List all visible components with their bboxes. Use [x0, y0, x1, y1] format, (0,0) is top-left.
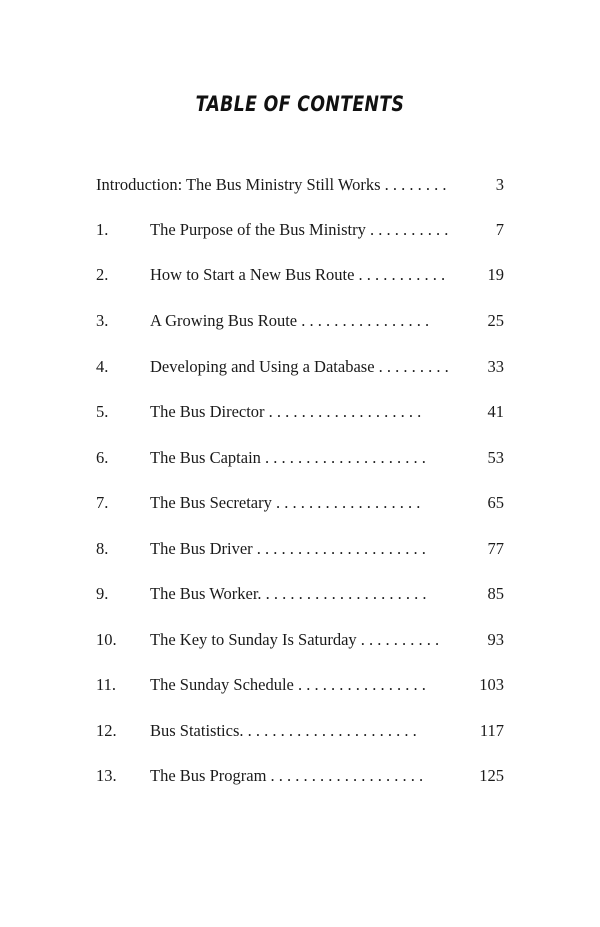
toc-entry-chapter-11 — [96, 673, 504, 697]
toc-entry-number: 5. — [96, 402, 109, 421]
toc-entry-number: 7. — [96, 493, 109, 512]
toc-entry-number: 8. — [96, 539, 109, 558]
toc-entry-title: A Growing Bus Route . . . . . . . . . . . . . . . . — [150, 311, 430, 330]
toc-entry-page: 85 — [487, 584, 504, 603]
toc-entry-page: 19 — [487, 265, 504, 284]
toc-entry-chapter-10 — [96, 628, 504, 652]
toc-entry-title: The Sunday Schedule . . . . . . . . . . . . . . . . — [150, 675, 426, 694]
toc-entry-number: 3. — [96, 311, 109, 330]
toc-entry-number: 4. — [96, 357, 109, 376]
toc-entry-introduction — [96, 173, 504, 197]
toc-entry-chapter-5 — [96, 400, 504, 424]
toc-entry-title: Bus Statistics. . . . . . . . . . . . . . . . . . . . . . — [150, 721, 417, 740]
toc-entry-title: Introduction: The Bus Ministry Still Works . . . . . . . . — [96, 175, 447, 194]
toc-heading: TABLE OF CONTENTS — [195, 92, 405, 116]
toc-entry-chapter-12 — [96, 719, 504, 743]
toc-entry-page: 53 — [487, 448, 504, 467]
toc-entry-number: 6. — [96, 448, 109, 467]
toc-entry-title: The Bus Captain . . . . . . . . . . . . . . . . . . . . — [150, 448, 426, 467]
toc-entry-chapter-4 — [96, 355, 504, 379]
toc-entry-page: 65 — [487, 493, 504, 512]
toc-entry-page: 41 — [487, 402, 504, 421]
toc-entry-page: 125 — [479, 766, 504, 785]
toc-entry-number: 13. — [96, 766, 117, 785]
toc-entry-number: 9. — [96, 584, 109, 603]
toc-entry-title: The Bus Driver . . . . . . . . . . . . . . . . . . . . . — [150, 539, 426, 558]
toc-entry-number: 11. — [96, 675, 117, 694]
toc-entry-title: The Purpose of the Bus Ministry . . . . . . . . . . — [150, 220, 449, 239]
toc-entry-page: 77 — [487, 539, 504, 558]
toc-entry-page: 25 — [487, 311, 504, 330]
toc-entry-chapter-1 — [96, 218, 504, 242]
toc-entry-number: 12. — [96, 721, 117, 740]
toc-entry-chapter-3 — [96, 309, 504, 333]
toc-entry-number: 1. — [96, 220, 109, 239]
toc-entry-chapter-8 — [96, 537, 504, 561]
toc-entry-page: 117 — [479, 721, 504, 740]
toc-entry-number: 10. — [96, 630, 117, 649]
toc-entry-chapter-13 — [96, 764, 504, 788]
toc-entry-page: 7 — [495, 220, 504, 239]
toc-entry-chapter-2 — [96, 263, 504, 287]
toc-entry-title: Developing and Using a Database . . . . . . . . . — [150, 357, 449, 376]
toc-entry-title: The Bus Program . . . . . . . . . . . . . . . . . . . — [150, 766, 424, 785]
toc-entry-chapter-9 — [96, 582, 504, 606]
toc-entry-page: 3 — [495, 175, 504, 194]
toc-entry-page: 33 — [487, 357, 504, 376]
toc-entry-title: How to Start a New Bus Route . . . . . . . . . . . — [150, 265, 446, 284]
toc-entry-title: The Bus Worker. . . . . . . . . . . . . . . . . . . . . — [150, 584, 427, 603]
toc-entry-chapter-6 — [96, 446, 504, 470]
toc-entry-number: 2. — [96, 265, 109, 284]
toc-entry-page: 103 — [479, 675, 504, 694]
toc-entry-title: The Bus Director . . . . . . . . . . . . . . . . . . . — [150, 402, 422, 421]
toc-entry-chapter-7 — [96, 491, 504, 515]
toc-entry-title: The Bus Secretary . . . . . . . . . . . . . . . . . . — [150, 493, 421, 512]
toc-entry-page: 93 — [487, 630, 504, 649]
toc-entry-title: The Key to Sunday Is Saturday . . . . . . . . . . — [150, 630, 440, 649]
